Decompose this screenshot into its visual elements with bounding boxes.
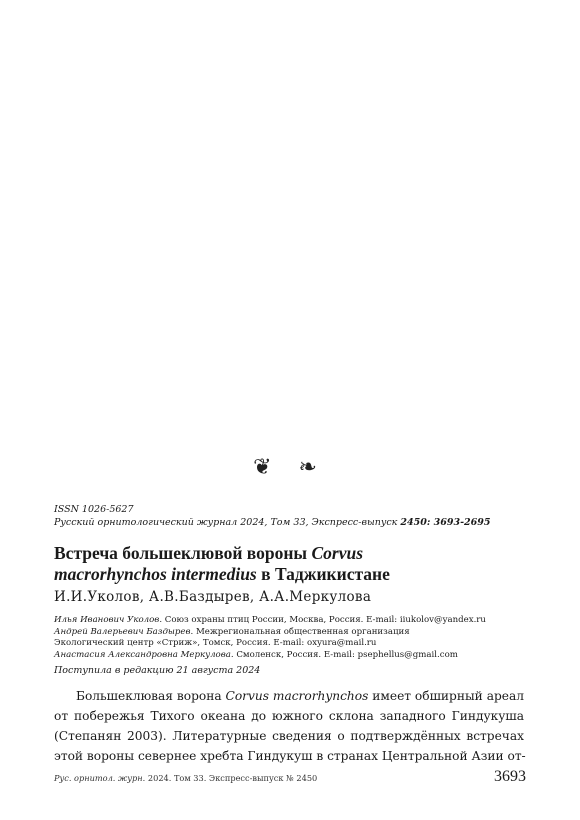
affiliation-details: Экологический центр «Стриж», Томск, Россия. E-mail: oxyura@mail.ru xyxy=(54,638,377,648)
body-line: этой вороны севернее хребта Гиндукуш в странах Центральной Азии от- xyxy=(54,749,526,763)
affiliation-line xyxy=(54,615,534,627)
affiliation-details: . Смоленск, Россия. E-mail: psephellus@gmail.com xyxy=(230,649,458,660)
citation-prefix: Русский орнитологический журнал 2024, Том 33, Экспресс-выпуск xyxy=(54,517,401,528)
authors: И.И.Уколов, А.В.Баздырев, А.А.Меркулова xyxy=(54,589,372,605)
page-number: 3693 xyxy=(494,768,526,785)
species-name: Corvus macrorhynchos xyxy=(225,689,369,703)
page-footer xyxy=(54,768,526,788)
footer-citation xyxy=(54,773,317,783)
body-text-segment: имеет обширный ареал xyxy=(368,689,524,703)
title-species-line2: macrorhynchos intermedius xyxy=(54,564,257,584)
affiliation-line xyxy=(54,638,534,650)
footer-issue: 2024. Том 33. Экспресс-выпуск № 2450 xyxy=(145,773,318,783)
citation xyxy=(54,516,534,529)
body-line xyxy=(54,686,524,706)
decorative-ornament: ❦ ❧ xyxy=(253,455,327,480)
affiliation-details: . Межрегиональная общественная организация xyxy=(190,626,410,637)
received-date: Поступила в редакцию 21 августа 2024 xyxy=(54,665,261,676)
body-text-segment: Большеклювая ворона xyxy=(76,689,226,703)
body-line: от побережья Тихого океана до южного склона западного Гиндукуша xyxy=(54,709,524,723)
footer-journal-abbrev: Рус. орнитол. журн. xyxy=(54,773,146,783)
affiliation-line xyxy=(54,627,534,639)
issue-number: 2450 xyxy=(400,517,427,528)
affiliation-line xyxy=(54,650,534,662)
journal-meta xyxy=(54,503,534,529)
body-line: (Степанян 2003). Литературные сведения о подтверждённых встречах xyxy=(54,729,524,743)
affiliation-name: Анастасия Александровна Меркулова xyxy=(54,649,231,660)
issn: ISSN 1026-5627 xyxy=(54,504,134,515)
affiliations xyxy=(54,615,534,661)
title-part2: в Таджикистане xyxy=(256,564,390,584)
affiliation-details: . Союз охраны птиц России, Москва, Россия. E-mail: iiukolov@yandex.ru xyxy=(159,615,486,625)
title-species-line1: Corvus xyxy=(311,543,364,563)
affiliation-name: Илья Иванович Уколов xyxy=(54,615,160,625)
page-range: : 3693-2695 xyxy=(426,517,491,528)
article-body xyxy=(54,686,524,766)
title-part1: Встреча большеклювой вороны xyxy=(54,543,312,563)
article-title xyxy=(54,543,534,585)
affiliation-name: Андрей Валерьевич Баздырев xyxy=(54,626,191,637)
